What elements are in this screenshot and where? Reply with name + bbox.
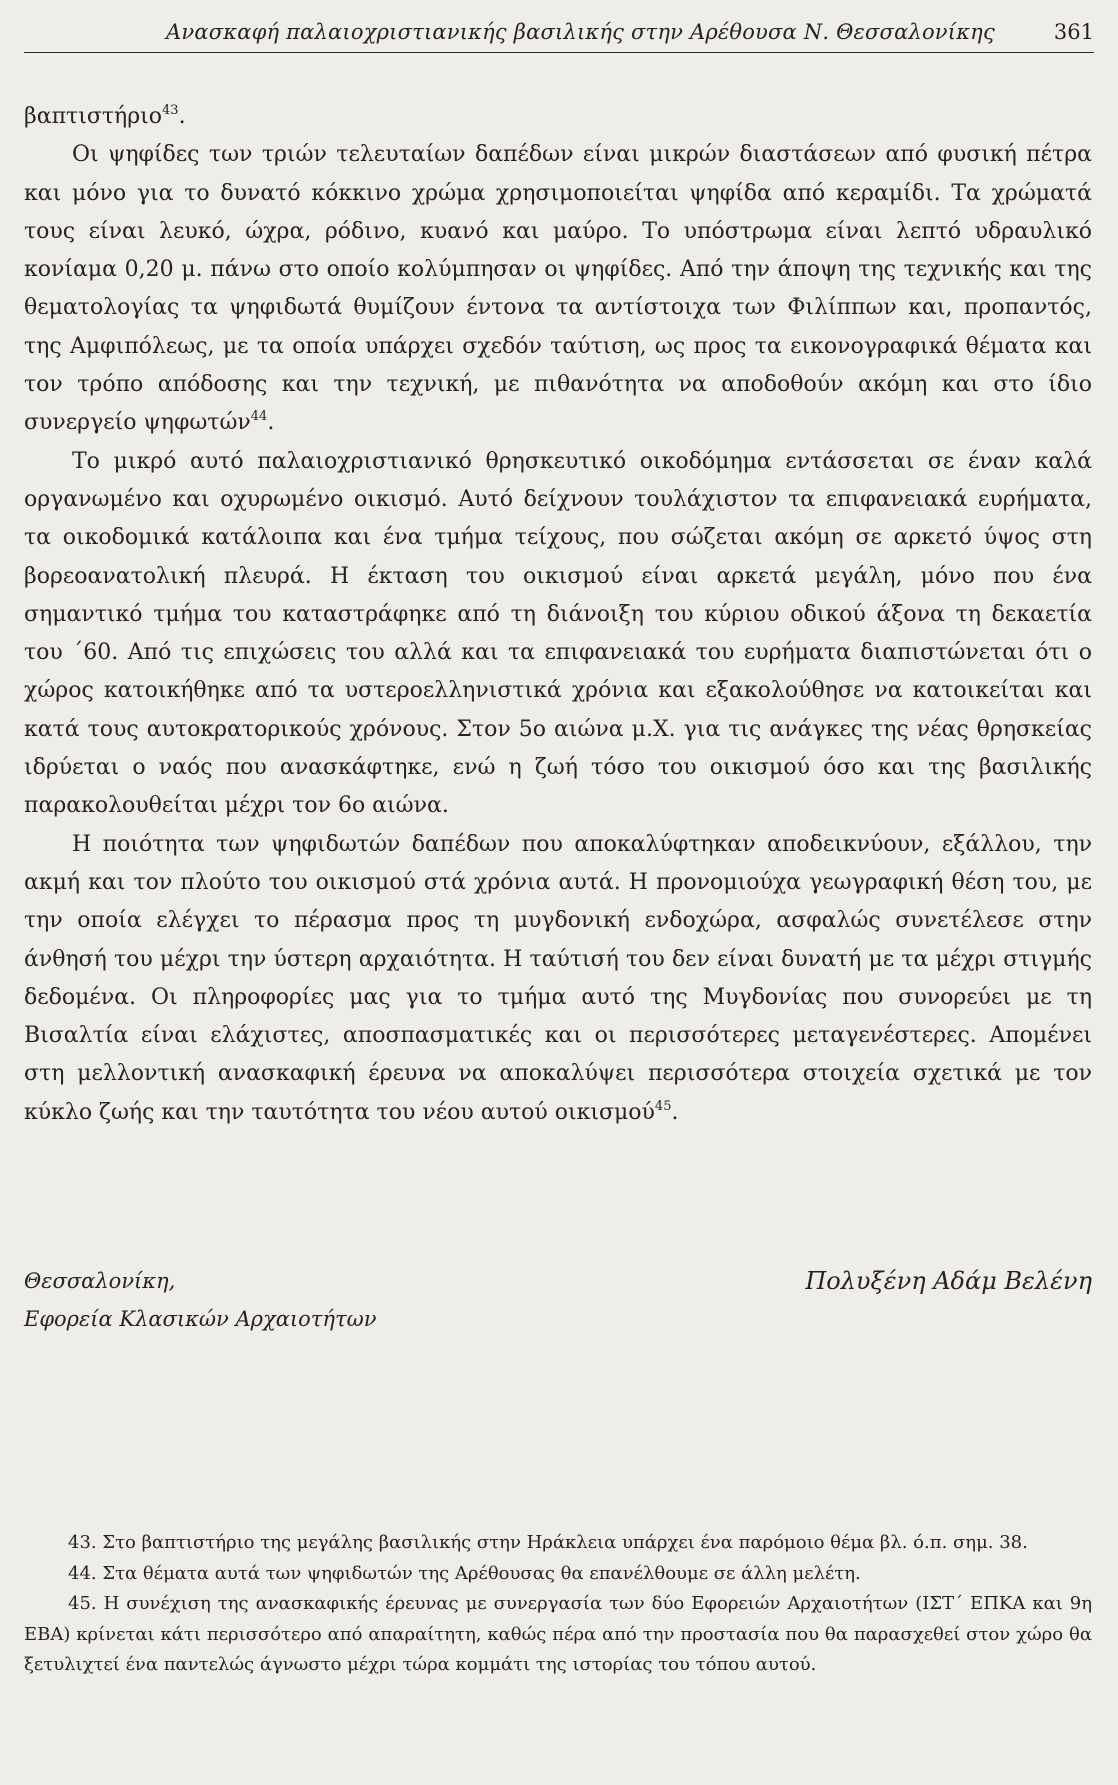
header-rule xyxy=(24,52,1094,53)
paragraph-4 xyxy=(24,826,1092,1132)
footnote-44: 44. Στα θέματα αυτά των ψηφιδωτών της Αρέθουσας θα επανέλθουμε σε άλλη μελέτη. xyxy=(68,1562,861,1584)
footnote-ref-44[interactable]: 44 xyxy=(250,409,268,425)
signature-author: Πολυξένη Αδάμ Βελένη xyxy=(805,1267,1092,1295)
paragraph-2 xyxy=(24,136,1092,442)
signature-place-block xyxy=(24,1262,376,1338)
running-title: Ανασκαφή παλαιοχριστιανικής βασιλικής στην Αρέθουσα Ν. Θεσσαλονίκης xyxy=(166,20,995,44)
body-text xyxy=(24,98,1092,1132)
footnotes xyxy=(24,1528,1092,1681)
page-number: 361 xyxy=(1053,20,1094,44)
paragraph-4-text: Η ποιότητα των ψηφιδωτών δαπέδων που αποκαλύφτηκαν αποδεικνύουν, εξάλλου, την ακμή και τον πλούτο του οικισμού στά χρόνια αυτά. Η προνομιούχα γεωγραφική θέση του, με την οποία ελέγχει το πέρασμα προς τη μυγδονική ενδοχώρα, ασφαλώς συνετέλεσε στην άνθησή του μέχρι την ύστερη αρχαιότητα. Η ταύτισή του δεν είναι δυνατή με τα μέχρι στιγμής δεδομένα. Οι πληροφορίες μας για το τμήμα αυτό της Μυγδονίας που συνορεύει με τη Βισαλτία είναι ελάχιστες, αποσπασματικές και οι περισσότερες μεταγενέστερες. Απομένει στη μελλοντική ανασκαφική έρευνα να αποκαλύψει περισσότερα στοιχεία σχετικά με τον κύκλο ζωής και την ταυτότητα του νέου αυτού οικισμού xyxy=(24,831,1092,1125)
paragraph-1-tail: . xyxy=(178,104,186,129)
signature-institution: Εφορεία Κλασικών Αρχαιοτήτων xyxy=(24,1307,377,1331)
paragraph-3: Το μικρό αυτό παλαιοχριστιανικό θρησκευτικό οικοδόμημα εντάσσεται σε έναν καλά οργανωμένο και οχυρωμένο οικισμό. Αυτό δείχνουν τουλάχιστον τα επιφανειακά ευρήματα, τα οικοδομικά κατάλοιπα και ένα τμήμα τείχους, που σώζεται ακόμη σε αρκετό ύψος στη βορεοανατολική πλευρά. Η έκταση του οικισμού είναι αρκετά μεγάλη, μόνο που ένα σημαντικό τμήμα του καταστράφηκε από τη διάνοιξη του κύριου οδικού άξονα τη δεκαετία του ΄60. Από τις επιχώσεις του αλλά και τα επιφανειακά του ευρήματα διαπιστώνεται ότι ο χώρος κατοικήθηκε από τα υστεροελληνιστικά χρόνια και εξακολούθησε να κατοικείται και κατά τους αυτοκρατορικούς χρόνους. Στον 5ο αιώνα μ.Χ. για τις ανάγκες της νέας θρησκείας ιδρύεται ο ναός που ανασκάφτηκε, ενώ η ζωή τόσο του οικισμού όσο και της βασιλικής παρακολουθείται μέχρι τον 6ο αιώνα. xyxy=(24,448,1092,819)
paragraph-2-tail: . xyxy=(267,410,275,436)
paragraph-1 xyxy=(24,98,1092,136)
footnote-ref-45[interactable]: 45 xyxy=(654,1098,672,1114)
footnote-43: 43. Στο βαπτιστήριο της μεγάλης βασιλικής στην Ηράκλεια υπάρχει ένα παρόμοιο θέμα βλ. ό.π. σημ. 38. xyxy=(68,1532,1028,1553)
signature-place: Θεσσαλονίκη, xyxy=(24,1269,176,1293)
paragraph-1-text: βαπτιστήριο xyxy=(24,104,163,129)
footnote-ref-43[interactable]: 43 xyxy=(162,103,179,118)
paragraph-2-text: Οι ψηφίδες των τριών τελευταίων δαπέδων είναι μικρών διαστάσεων από φυσική πέτρα και μόνο για το δυνατό κόκκινο χρώμα χρησιμοποιείται ψηφίδα από κεραμίδι. Τα χρώματά τους είναι λευκό, ώχρα, ρόδινο, κυανό και μαύρο. Το υπόστρωμα είναι λεπτό υδραυλικό κονίαμα 0,20 μ. πάνω στο οποίο κολύμπησαν οι ψηφίδες. Από την άποψη της τεχνικής και της θεματολογίας τα ψηφιδωτά θυμίζουν έντονα τα αντίστοιχα των Φιλίππων και, προπαντός, της Αμφιπόλεως, με τα οποία υπάρχει σχεδόν ταύτιση, ως προς τα εικονογραφικά θέματα και τον τρόπο απόδοσης και την τεχνική, με πιθανότητα να αποδοθούν ακόμη και στο ίδιο συνεργείο ψηφωτών xyxy=(24,142,1092,436)
footnote-45: 45. Η συνέχιση της ανασκαφικής έρευνας με συνεργασία των δύο Εφορειών Αρχαιοτήτων (ΙΣΤ΄ ΕΠΚΑ και 9η ΕΒΑ) κρίνεται κάτι περισσότερο από απαραίτητη, καθώς πέρα από την προστασία που θα παρασχεθεί στον χώρο θα ξετυλιχτεί ένα παντελώς άγνωστο μέχρι τώρα κομμάτι της ιστορίας του τόπου αυτού. xyxy=(24,1593,1092,1675)
running-header xyxy=(24,18,1094,54)
paragraph-4-tail: . xyxy=(671,1099,679,1125)
